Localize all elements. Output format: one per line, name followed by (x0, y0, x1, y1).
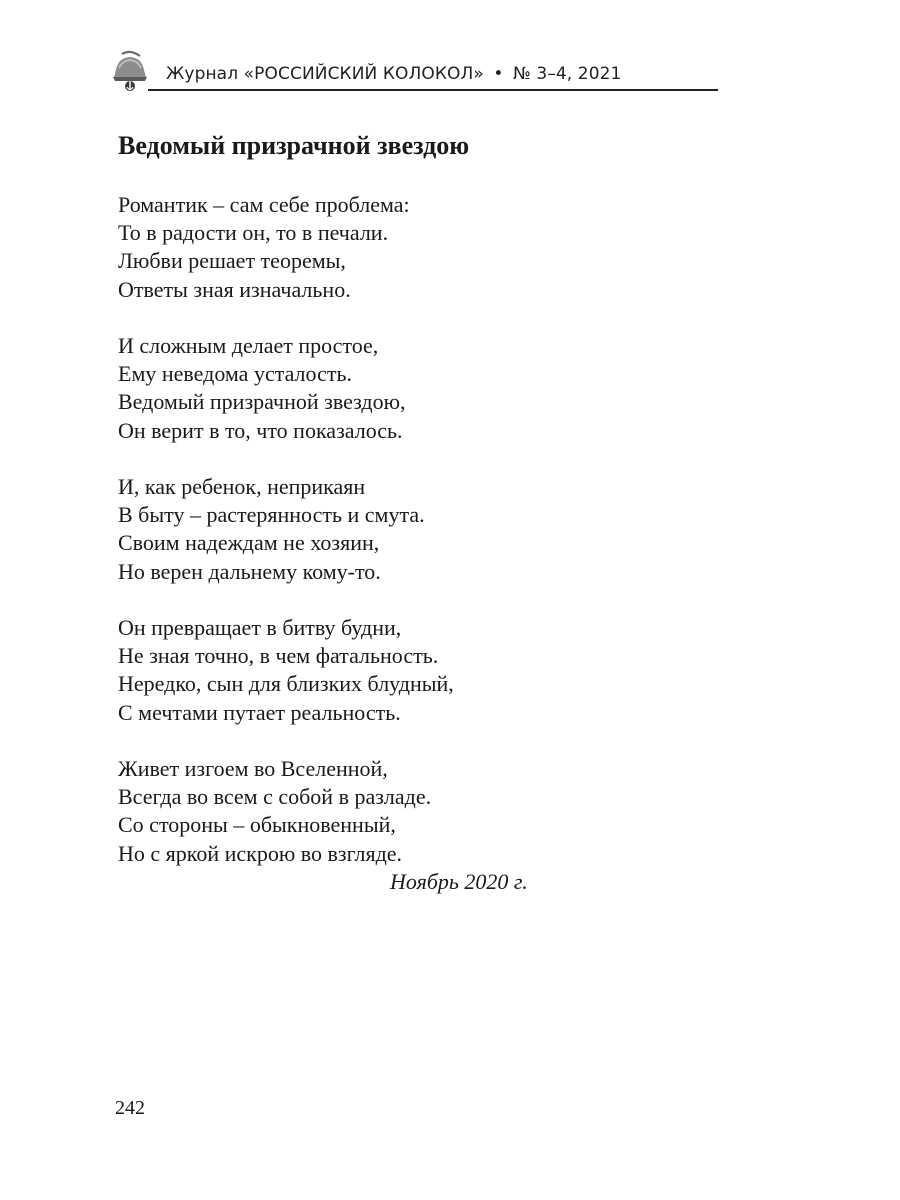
page-number: 242 (115, 1097, 145, 1119)
poem-line: Любви решает теоремы, (118, 248, 346, 274)
poem-body (118, 191, 678, 868)
poem-line: Романтик – сам себе проблема: (118, 192, 410, 217)
poem-line: Всегда во всем с собой в разладе. (118, 784, 432, 810)
poem-line: То в радости он, то в печали. (118, 220, 389, 246)
header-bullet: • (493, 64, 504, 84)
poem-line: И сложным делает простое, (118, 333, 379, 358)
poem-date-signature: Ноябрь 2020 г. (390, 869, 528, 894)
poem-line: Ответы зная изначально. (118, 276, 351, 302)
header-rule (148, 89, 718, 91)
stanza (118, 473, 678, 586)
poem-line: Не зная точно, в чем фатальность. (118, 643, 439, 669)
poem-line: Живет изгоем во Вселенной, (118, 756, 388, 781)
stanza (118, 332, 678, 445)
stanza (118, 755, 678, 868)
journal-header (166, 64, 621, 84)
poem-line: Но верен дальнему кому-то. (118, 558, 381, 584)
journal-issue: № 3–4, 2021 (513, 64, 622, 84)
poem-line: Со стороны – обыкновенный, (118, 812, 396, 838)
poem-line: С мечтами путает реальность. (118, 699, 401, 725)
poem-line: Своим надеждам не хозяин, (118, 530, 380, 556)
poem-line: Нередко, сын для близких блудный, (118, 671, 454, 697)
poem-line: И, как ребенок, неприкаян (118, 474, 366, 499)
poem-line: Но с яркой искрою во взгляде. (118, 840, 403, 866)
stanza (118, 614, 678, 727)
poem-line: Он верит в то, что показалось. (118, 417, 403, 443)
journal-name: Журнал «РОССИЙСКИЙ КОЛОКОЛ» (166, 64, 484, 84)
poem-line: В быту – растерянность и смута. (118, 502, 425, 528)
poem-line: Он превращает в битву будни, (118, 615, 402, 640)
poem-line: Ведомый призрачной звездою, (118, 389, 406, 415)
poem-title: Ведомый призрачной звездою (118, 131, 470, 160)
poem-line: Ему неведома усталость. (118, 361, 352, 387)
running-header (110, 46, 720, 96)
stanza (118, 191, 678, 304)
bell-logo-icon (110, 50, 150, 94)
